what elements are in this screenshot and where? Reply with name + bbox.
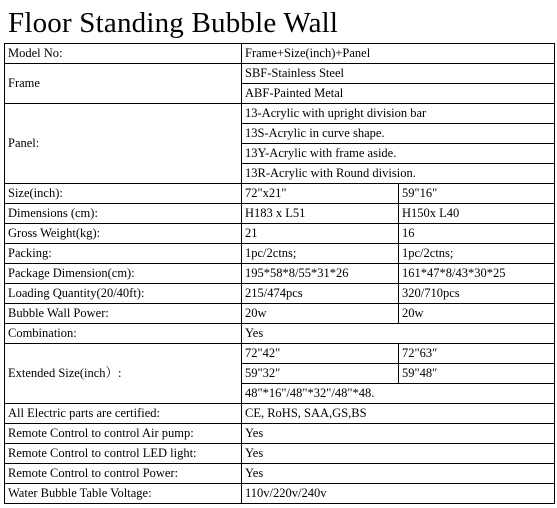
loading-quantity-value-a: 215/474pcs (242, 284, 399, 304)
table-row-remote-led (5, 444, 555, 464)
bubble-wall-power-label: Bubble Wall Power: (5, 304, 242, 324)
combination-value: Yes (242, 324, 555, 344)
gross-weight-value-b: 16 (399, 224, 555, 244)
remote-led-value: Yes (242, 444, 555, 464)
model-label: Model No: (5, 44, 242, 64)
package-dimension-value-a: 195*58*8/55*31*26 (242, 264, 399, 284)
table-row-combination (5, 324, 555, 344)
loading-quantity-label: Loading Quantity(20/40ft): (5, 284, 242, 304)
table-row-gross-weight (5, 224, 555, 244)
combination-label: Combination: (5, 324, 242, 344)
extended-size-value-b1: 72"63″ (399, 344, 555, 364)
extended-size-label: Extended Size(inch）: (5, 344, 242, 404)
bubble-wall-power-value-a: 20w (242, 304, 399, 324)
table-row-package-dimension (5, 264, 555, 284)
voltage-label: Water Bubble Table Voltage: (5, 484, 242, 504)
panel-option: 13-Acrylic with upright division bar (242, 104, 555, 124)
certified-value: CE, RoHS, SAA,GS,BS (242, 404, 555, 424)
table-row-frame (5, 64, 555, 84)
package-dimension-label: Package Dimension(cm): (5, 264, 242, 284)
remote-air-value: Yes (242, 424, 555, 444)
packing-value-a: 1pc/2ctns; (242, 244, 399, 264)
bubble-wall-power-value-b: 20w (399, 304, 555, 324)
remote-power-value: Yes (242, 464, 555, 484)
remote-air-label: Remote Control to control Air pump: (5, 424, 242, 444)
table-row-packing (5, 244, 555, 264)
frame-option: ABF-Painted Metal (242, 84, 555, 104)
extended-size-value-a2: 59"32" (242, 364, 399, 384)
table-row-size (5, 184, 555, 204)
panel-option: 13R-Acrylic with Round division. (242, 164, 555, 184)
model-value: Frame+Size(inch)+Panel (242, 44, 555, 64)
frame-label: Frame (5, 64, 242, 104)
packing-value-b: 1pc/2ctns; (399, 244, 555, 264)
table-row-remote-air (5, 424, 555, 444)
table-row-loading-quantity (5, 284, 555, 304)
extended-size-value-full: 48"*16"/48"*32"/48"*48. (242, 384, 555, 404)
table-row-dimensions (5, 204, 555, 224)
remote-power-label: Remote Control to control Power: (5, 464, 242, 484)
gross-weight-value-a: 21 (242, 224, 399, 244)
remote-led-label: Remote Control to control LED light: (5, 444, 242, 464)
panel-option: 13Y-Acrylic with frame aside. (242, 144, 555, 164)
dimensions-label: Dimensions (cm): (5, 204, 242, 224)
frame-option: SBF-Stainless Steel (242, 64, 555, 84)
table-row-certified (5, 404, 555, 424)
size-value-b: 59"16" (399, 184, 555, 204)
loading-quantity-value-b: 320/710pcs (399, 284, 555, 304)
size-value-a: 72"x21" (242, 184, 399, 204)
spec-table (4, 43, 555, 504)
page-title: Floor Standing Bubble Wall (8, 7, 339, 39)
dimensions-value-a: H183 x L51 (242, 204, 399, 224)
extended-size-value-a1: 72"42" (242, 344, 399, 364)
panel-label: Panel: (5, 104, 242, 184)
table-row-panel (5, 104, 555, 124)
table-row-model (5, 44, 555, 64)
voltage-value: 110v/220v/240v (242, 484, 555, 504)
certified-label: All Electric parts are certified: (5, 404, 242, 424)
size-label: Size(inch): (5, 184, 242, 204)
dimensions-value-b: H150x L40 (399, 204, 555, 224)
table-row-bubble-wall-power (5, 304, 555, 324)
table-row-voltage (5, 484, 555, 504)
package-dimension-value-b: 161*47*8/43*30*25 (399, 264, 555, 284)
packing-label: Packing: (5, 244, 242, 264)
panel-option: 13S-Acrylic in curve shape. (242, 124, 555, 144)
extended-size-value-b2: 59"48″ (399, 364, 555, 384)
table-row-extended-size (5, 344, 555, 364)
gross-weight-label: Gross Weight(kg): (5, 224, 242, 244)
table-row-remote-power (5, 464, 555, 484)
